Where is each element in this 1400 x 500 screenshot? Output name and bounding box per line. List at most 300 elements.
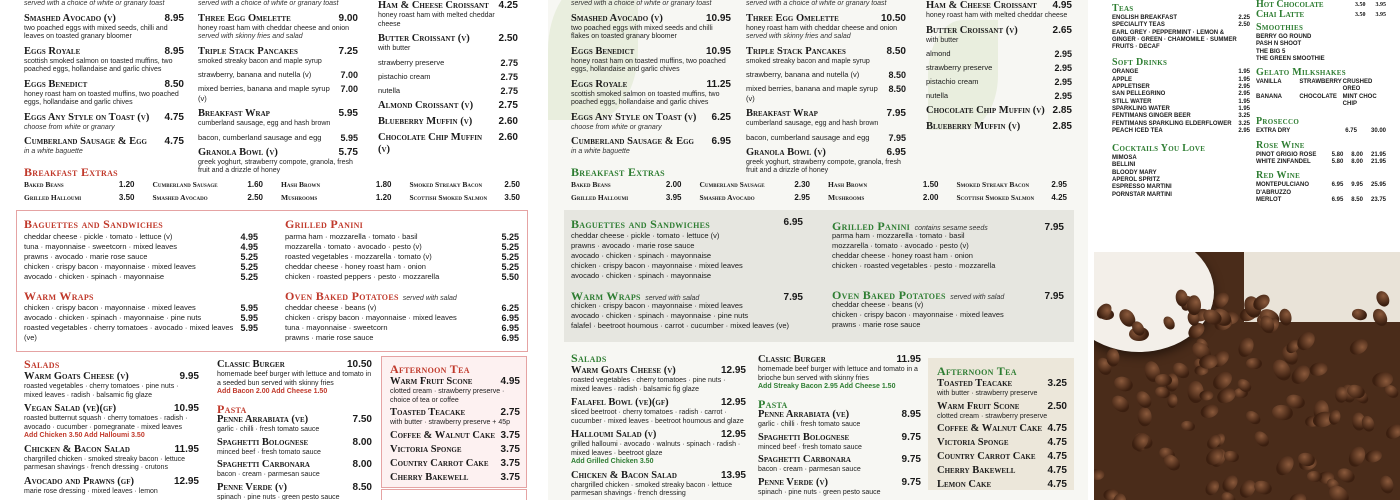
item-name: Cherry Bakewell: [937, 465, 1016, 476]
combo-row: [285, 272, 519, 282]
item-description: greek yoghurt, strawberry compote, granola, fresh fruit and a drizzle of honey: [198, 158, 353, 174]
soft-drink-row: [1112, 113, 1250, 120]
menu-item: [758, 409, 921, 430]
item-price: 11.25: [706, 78, 731, 90]
item-description: two poached eggs with mixed seeds, chilli and leaves on toasted granary bloomer: [24, 24, 168, 40]
soft-drink-row-price: 1.95: [1238, 69, 1250, 76]
extra-item: [24, 193, 135, 203]
option-label: strawberry preserve: [378, 57, 445, 67]
red-wine-row-price: 23.75: [1370, 196, 1386, 203]
menu-item-row: [571, 79, 731, 91]
extra-price: 2.50: [247, 193, 263, 202]
menu-item: [937, 437, 1067, 449]
item-name: Victoria Sponge: [390, 443, 462, 455]
extra-name: Scottish Smoked Salmon: [409, 193, 488, 202]
extra-name: Baked Beans: [571, 180, 611, 189]
item-name: Penne Verde (v): [217, 481, 288, 493]
extras-row: [24, 180, 520, 190]
menu-item-row: [926, 105, 1072, 117]
item-description: roasted vegetables · cherry tomatoes · pine nuts · mixed leaves · radish · balsamic fig glaze: [571, 377, 726, 393]
item-description: chargrilled chicken · smoked streaky bacon · lettuce parmesan shavings · french dressing · crutons: [24, 455, 186, 471]
option-price: 8.50: [888, 70, 906, 80]
smoothie-row: [1256, 41, 1386, 48]
red-wine-row-prices: [1332, 197, 1386, 204]
item-note: served with a choice of white or granary toast: [571, 0, 712, 7]
soft-drink-row-label: FENTIMANS GINGER BEER: [1112, 113, 1191, 120]
menu-option-row: [926, 49, 1072, 59]
item-note: in a white baguette: [24, 148, 83, 155]
item-name: Butter Croissant (v): [378, 33, 470, 44]
menu-item: [926, 77, 1072, 87]
tea-row: [1112, 15, 1250, 22]
item-description: marie rose dressing · mixed leaves · lemon: [24, 487, 158, 495]
menu-item: [198, 84, 358, 104]
menu-item-row: [390, 407, 520, 419]
item-name: Warm Goats Cheese (v): [24, 371, 129, 382]
option-label: strawberry preserve: [926, 63, 993, 72]
item-name: Eggs Royale: [571, 78, 628, 90]
item-price: 8.00: [352, 436, 372, 448]
item-addons: Add Chicken 3.50 Add Halloumi 3.50: [24, 432, 145, 439]
item-price: 8.95: [164, 12, 184, 24]
menu-item-row: [571, 470, 746, 482]
extra-item: [571, 193, 682, 203]
soft-drink-row-label: SAN PELLEGRINO: [1112, 91, 1166, 98]
menu-item-row: [217, 437, 372, 449]
milkshake-flavour: BANANA: [1256, 93, 1282, 100]
combo-price: 4.95: [240, 232, 258, 242]
soft-drink-row: [1112, 69, 1250, 76]
item-name: Chocolate Chip Muffin (v): [926, 105, 1045, 116]
menu-item: [746, 0, 906, 9]
item-description: with butter: [378, 45, 411, 52]
item-name: Penne Verde (v): [758, 476, 829, 488]
cocktail-row-label: BELLINI: [1112, 162, 1136, 169]
smoothie-row: [1256, 56, 1386, 63]
item-price: 3.75: [500, 471, 520, 483]
item-name: Eggs Benedict: [24, 78, 88, 90]
menu-item-row: [926, 121, 1072, 133]
item-name: Toasted Teacake: [390, 407, 466, 418]
item-name: Eggs Benedict: [571, 45, 635, 57]
menu-item: [937, 401, 1067, 422]
extra-item: [828, 193, 939, 203]
item-description: with butter: [926, 36, 959, 44]
item-name: Triple Stack Pancakes: [746, 45, 846, 57]
prosecco-bottle: 30.00: [1370, 128, 1386, 135]
red-wine-heading: Red Wine: [1256, 170, 1301, 182]
extra-price: 2.30: [794, 180, 810, 189]
item-description: bacon · cream · parmesan sauce: [217, 471, 320, 478]
item-price: 10.95: [173, 403, 199, 414]
extra-price: 4.25: [1051, 193, 1067, 202]
item-name: Spaghetti Bolognese: [217, 436, 309, 448]
item-name: Granola Bowl (v): [746, 146, 826, 158]
item-description: bacon · cream · parmesan sauce: [758, 466, 861, 473]
item-description: chargrilled chicken · smoked streaky bacon · lettuce parmesan shavings · french dressing: [571, 481, 733, 497]
chai-latte-price-reg: 3.50: [1355, 12, 1366, 18]
item-price: 9.75: [901, 476, 921, 488]
menu-item: [746, 13, 906, 42]
item-price: 4.75: [164, 136, 184, 147]
menu-item-row: [24, 476, 199, 488]
menu-option-row: [746, 84, 906, 104]
menu-item: [198, 147, 358, 176]
menu-item-row: [571, 13, 731, 25]
red-wine-row-price: 9.95: [1351, 182, 1363, 189]
item-name: Halloumi Salad (v): [571, 429, 657, 440]
menu-item: [378, 86, 518, 96]
breakfast-extras-heading: Breakfast Extras: [571, 165, 665, 179]
soft-drink-row-price: 1.95: [1238, 98, 1250, 105]
rose-wine-row: [1256, 152, 1386, 159]
menu-item: [24, 79, 184, 108]
coffee-bean: [1306, 470, 1322, 482]
combo-price: 5.25: [501, 232, 519, 242]
smoothie-row: [1256, 34, 1386, 41]
extra-price: 2.95: [1051, 180, 1067, 189]
item-note: served with a choice of white or granary toast: [746, 0, 887, 7]
menu-option-row: [378, 58, 518, 68]
cocktail-row-label: APEROL SPRITZ: [1112, 177, 1160, 184]
menu-item: [378, 72, 518, 82]
item-name: Butter Croissant (v): [926, 24, 1018, 36]
item-name: Toasted Teacake: [937, 378, 1013, 389]
extra-price: 2.50: [504, 180, 520, 189]
rose-wine-heading: Rose Wine: [1256, 139, 1305, 151]
combo-price: 6.95: [501, 333, 519, 343]
extra-name: Cumberland Sausage: [699, 180, 765, 189]
menu-item: [926, 105, 1072, 117]
item-note: choose from white or granary: [24, 123, 115, 131]
menu-item: [571, 79, 731, 108]
item-description: honey roast ham on toasted muffins, two poached eggs, hollandaise and garlic chives: [571, 57, 726, 73]
combo-label: mozzarella · tomato · avocado · pesto (v): [285, 242, 422, 251]
extra-item: [828, 180, 939, 190]
item-description: garlic · chilli · fresh tomato sauce: [758, 421, 861, 428]
extra-name: Smoked Streaky Bacon: [409, 180, 483, 189]
option-label: bacon, cumberland sausage and egg: [746, 132, 870, 142]
menu-item-row: [937, 451, 1067, 463]
afternoon-tea-heading: Afternoon Tea: [390, 362, 470, 376]
item-name: Eggs Royale: [24, 45, 81, 57]
combo-label: cheddar cheese · pickle · tomato · lettuce (v): [24, 232, 173, 241]
menu-item: [198, 13, 358, 42]
combo-row: [285, 303, 519, 313]
item-price: 4.75: [1047, 479, 1067, 490]
combo-line: mozzarella · tomato · avocado · pesto (v): [832, 241, 969, 250]
item-price: 8.95: [901, 409, 921, 420]
item-price: 11.95: [896, 354, 921, 365]
coffee-bean: [1308, 361, 1328, 377]
combo-row: [24, 272, 258, 282]
rose-wine-row: [1256, 159, 1386, 166]
combo-label: prawns · avocado · marie rose sauce: [24, 252, 148, 261]
combo-label: chicken · crispy bacon · mayonnaise · mixed leaves: [24, 262, 196, 271]
menu-item-row: [937, 479, 1067, 491]
item-name: Granola Bowl (v): [198, 146, 278, 158]
menu-item-row: [217, 414, 372, 426]
item-price: 4.75: [1047, 465, 1067, 476]
rose-wine-row-label: WHITE ZINFANDEL: [1256, 158, 1311, 165]
tea-row: [1112, 30, 1250, 52]
extra-item: [410, 180, 521, 190]
coffee-bean: [1272, 452, 1297, 478]
item-name: Coffee & Walnut Cake: [390, 429, 496, 441]
combo-row: [285, 313, 519, 323]
chai-latte-prices: [1355, 10, 1386, 20]
soft-drink-row: [1112, 91, 1250, 98]
footer-box: [381, 489, 527, 500]
coffee-bean: [1246, 358, 1262, 370]
option-label: mixed berries, banana and maple syrup (v): [746, 84, 878, 103]
coffee-bean: [1251, 429, 1272, 450]
item-price: 4.75: [164, 111, 184, 123]
extra-price: 1.80: [375, 180, 392, 189]
menu-item-row: [758, 409, 921, 421]
combo-row: [285, 333, 519, 343]
extra-price: 3.50: [118, 193, 135, 202]
item-price: 2.50: [1047, 400, 1067, 412]
item-price: 7.25: [338, 45, 358, 57]
menu-item-row: [746, 108, 906, 120]
menu-item-row: [198, 46, 358, 58]
item-price: 4.95: [500, 376, 520, 387]
combo-label: chicken · roasted peppers · pesto · mozzarella: [285, 272, 440, 281]
menu-item: [390, 376, 520, 405]
item-price: 5.75: [338, 146, 358, 158]
item-name: Blueberry Muffin (v): [378, 115, 473, 127]
option-label: nutella: [926, 91, 949, 100]
coffee-bean: [1363, 448, 1382, 464]
item-name: Eggs Any Style on Toast (v): [24, 111, 150, 123]
menu-item: [758, 432, 921, 453]
menu-item: [390, 472, 520, 484]
menu-item-row: [378, 132, 518, 156]
menu-item-row: [926, 0, 1072, 12]
item-description: roasted vegetables · cherry tomatoes · pine nuts · mixed leaves · radish · balsamic fig glaze: [24, 383, 179, 399]
combo-row: [24, 262, 258, 272]
menu-item-row: [24, 444, 199, 456]
extra-item: [700, 193, 811, 203]
item-price: 4.75: [1047, 423, 1067, 434]
menu-item: [758, 454, 921, 475]
item-description: honey roast ham with melted cheddar cheese: [926, 12, 1068, 19]
item-price: 10.95: [705, 12, 731, 24]
option-label: strawberry, banana and nutella (v): [198, 70, 312, 79]
menu-item: [24, 0, 184, 9]
extra-item: [410, 193, 521, 203]
combo-row: [285, 232, 519, 242]
coffee-bean: [1166, 394, 1178, 409]
milkshake-grid: [1256, 79, 1386, 108]
menu-item-row: [378, 116, 518, 128]
afternoon-tea-heading: Afternoon Tea: [937, 364, 1017, 378]
extra-name: Smoked Streaky Bacon: [956, 180, 1030, 189]
item-description: smoked streaky bacon and maple syrup: [746, 57, 870, 65]
combo-row: [24, 323, 258, 343]
item-price: 6.95: [886, 146, 906, 158]
wraps-price: 7.95: [783, 292, 803, 303]
menu-item-row: [24, 112, 184, 124]
pasta-heading: Pasta: [217, 402, 247, 416]
red-wine-row-price: 6.95: [1331, 182, 1344, 189]
soft-drink-row-label: STILL WATER: [1112, 98, 1152, 105]
item-description: scottish smoked salmon on toasted muffins, two poached eggs, hollandaise and garlic chives: [571, 90, 720, 106]
item-name: Warm Fruit Scone: [390, 376, 473, 387]
menu-option-row: [746, 70, 906, 80]
combo-line: prawns · marie rose sauce: [832, 320, 921, 329]
cocktail-row-label: ESPRESSO MARTINI: [1112, 184, 1172, 191]
item-name: Penne Arrabiata (ve): [758, 409, 850, 420]
combo-row: [285, 252, 519, 262]
coffee-bean: [1134, 389, 1155, 411]
combo-line: avocado · chicken · spinach · mayonnaise · pine nuts: [571, 311, 749, 320]
menu-option-row: [198, 133, 358, 143]
menu-item: [390, 407, 520, 428]
menu-item-row: [758, 454, 921, 466]
item-price: 2.75: [498, 99, 518, 111]
item-name: Chocolate Chip Muffin (v): [378, 131, 483, 155]
option-label: bacon, cumberland sausage and egg: [198, 132, 322, 142]
cocktail-row: [1112, 177, 1250, 184]
menu-option-row: [198, 70, 358, 80]
chai-latte: [1256, 10, 1386, 20]
item-name: Victoria Sponge: [937, 437, 1009, 448]
menu-item: [24, 112, 184, 133]
item-price: 8.00: [352, 459, 372, 470]
menu-item: [198, 0, 358, 9]
menu-item-row: [24, 13, 184, 25]
cocktail-row: [1112, 192, 1250, 199]
menu-page-1: [0, 0, 540, 500]
menu-item-row: [937, 465, 1067, 477]
menu-item: [937, 451, 1067, 463]
menu-option-row: [926, 77, 1072, 87]
item-description: cumberland sausage, egg and hash brown: [198, 120, 331, 127]
combo-row: [285, 262, 519, 272]
menu-item: [758, 477, 921, 498]
red-wine-row-price: 6.95: [1331, 196, 1344, 203]
hot-chocolate-price-reg: 3.50: [1355, 2, 1366, 8]
item-name: Smashed Avocado (v): [24, 12, 116, 24]
menu-item-row: [24, 403, 199, 415]
rose-wine-row-prices: [1332, 159, 1386, 166]
item-name: Falafel Bowl (ve)(gf): [571, 397, 669, 408]
combo-price: 5.25: [240, 272, 258, 282]
rose-wine-row-price: 8.00: [1351, 158, 1363, 165]
menu-item: [926, 49, 1072, 59]
combo-label: avocado · chicken · spinach · mayonnaise: [24, 272, 165, 281]
item-price: 4.75: [1047, 451, 1067, 462]
combo-line: cheddar cheese · pickle · tomato · lettuce (v): [571, 231, 720, 240]
menu-item: [378, 58, 518, 68]
item-description: clotted cream · strawberry preserve: [937, 412, 1048, 420]
coffee-bean: [1347, 336, 1371, 358]
menu-item-row: [217, 359, 372, 371]
combo-line: chicken · crispy bacon · mayonnaise · mixed leaves: [832, 310, 1004, 319]
coffee-bean: [1199, 390, 1214, 401]
potatoes-price: 7.95: [1044, 291, 1064, 302]
menu-item-row: [198, 147, 358, 159]
red-wine-row-label: MERLOT: [1256, 196, 1282, 203]
item-name: Vegan Salad (ve)(gf): [24, 403, 117, 414]
item-price: 10.50: [880, 12, 906, 24]
menu-item-row: [571, 46, 731, 58]
cocktail-row-label: BLOODY MARY: [1112, 169, 1157, 176]
milkshake-flavour: MINT CHOC CHIP: [1342, 93, 1377, 108]
menu-item: [24, 46, 184, 75]
menu-item-row: [758, 354, 921, 366]
baguettes-price: 6.95: [783, 217, 803, 228]
soft-drink-row-price: 1.95: [1238, 76, 1250, 83]
menu-item-row: [571, 397, 746, 409]
option-label: pistachio cream: [378, 71, 431, 81]
item-description: honey roast ham with cheddar cheese and onion: [198, 24, 349, 32]
menu-item: [24, 13, 184, 42]
extra-name: Smashed Avocado: [152, 193, 208, 202]
combo-price: 5.25: [240, 262, 258, 272]
red-wine-row: [1256, 182, 1386, 197]
smoothie-row-label: THE GREEN SMOOTHIE: [1256, 55, 1325, 62]
menu-item: [571, 0, 731, 9]
smoothie-row-label: THE BIG 5: [1256, 48, 1286, 55]
tea-row-label: SPECIALITY TEAS: [1112, 22, 1165, 29]
menu-item-row: [198, 13, 358, 25]
item-price: 6.25: [711, 111, 731, 123]
menu-item-row: [24, 79, 184, 91]
item-note: in a white baguette: [571, 148, 630, 155]
menu-item: [746, 70, 906, 80]
menu-item: [217, 414, 372, 435]
combo-price: 5.50: [501, 272, 519, 282]
item-price: 7.95: [886, 108, 906, 119]
item-name: Classic Burger: [758, 354, 826, 365]
coffee-bean: [1138, 407, 1153, 427]
milkshakes-heading: Gelato Milkshakes: [1256, 67, 1346, 79]
coffee-bean: [1287, 362, 1313, 388]
soft-drink-row-price: 2.95: [1238, 84, 1250, 91]
extra-name: Scottish Smoked Salmon: [956, 193, 1035, 202]
extra-price: 2.00: [922, 193, 939, 202]
menu-item: [198, 70, 358, 80]
extra-name: Grilled Halloumi: [571, 193, 629, 202]
menu-item-row: [198, 108, 358, 120]
option-label: almond: [926, 49, 951, 58]
menu-item: [217, 459, 372, 480]
extras-row: [571, 180, 1067, 190]
item-price: 8.50: [352, 481, 372, 493]
menu-item-row: [571, 136, 731, 148]
extra-price: 1.50: [922, 180, 939, 189]
combo-price: 5.25: [501, 242, 519, 252]
chai-latte-price-lg: 3.95: [1375, 12, 1386, 18]
panini-price: 7.95: [1044, 222, 1064, 233]
item-description: homemade beef burger with lettuce and tomato in a seeded bun served with skinny fries: [217, 371, 372, 387]
salads-heading: Salads: [24, 357, 60, 371]
potatoes-heading: Oven Baked Potatoes: [832, 288, 946, 302]
menu-option-row: [378, 86, 518, 96]
item-name: Cherry Bakewell: [390, 471, 469, 483]
combo-line: chicken · roasted vegetables · pesto · mozzarella: [832, 261, 996, 270]
item-name: Smashed Avocado (v): [571, 12, 663, 24]
item-price: 3.25: [1047, 378, 1067, 389]
menu-item: [390, 430, 520, 442]
menu-item-row: [937, 401, 1067, 413]
item-note: served with a choice of white or granary toast: [198, 0, 339, 7]
combo-price: 5.95: [240, 323, 258, 333]
tea-row-price: 2.25: [1238, 15, 1250, 21]
